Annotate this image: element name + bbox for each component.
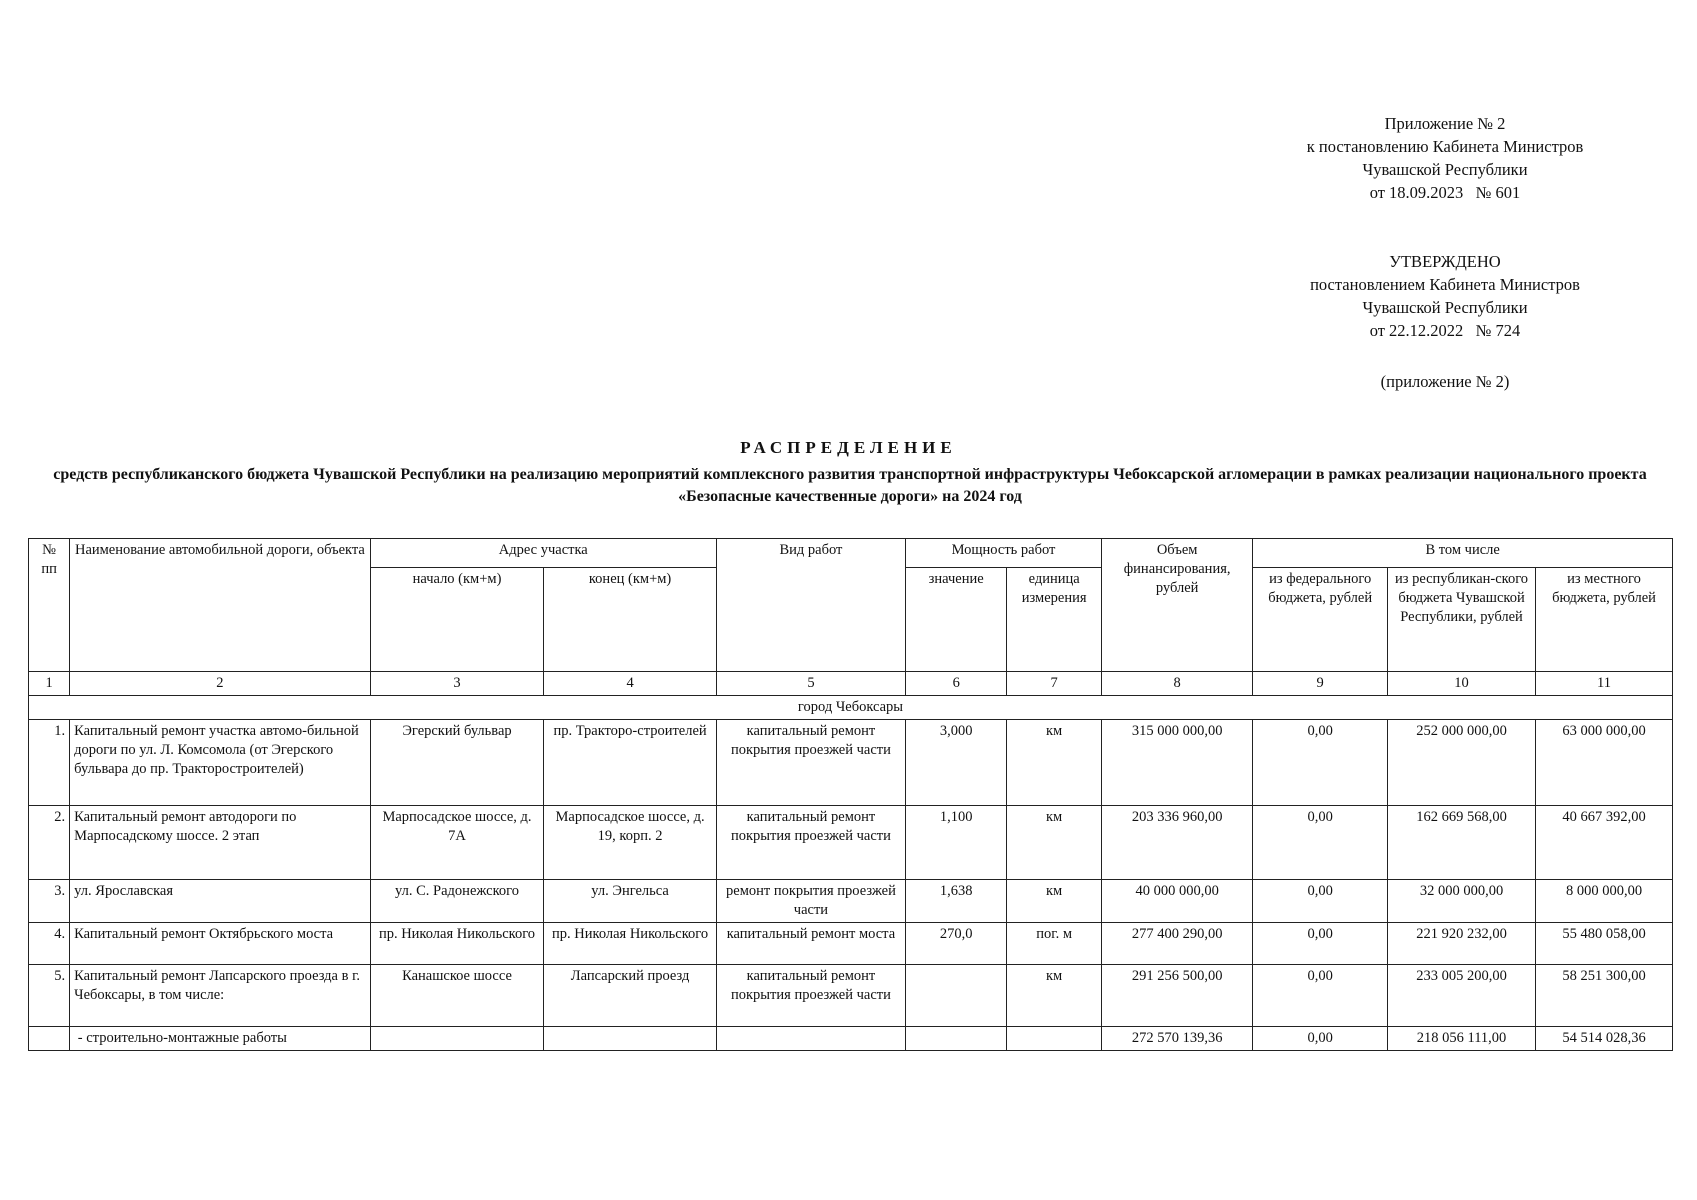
road-name: Капитальный ремонт автодороги по Марпосадскому шоссе. 2 этап: [70, 806, 371, 880]
row-number: 5.: [29, 965, 70, 1027]
federal-amount: 0,00: [1253, 720, 1388, 806]
federal-amount: 0,00: [1253, 806, 1388, 880]
header-capacity: Мощность работ: [906, 539, 1102, 568]
work-type: капитальный ремонт покрытия проезжей части: [716, 965, 905, 1027]
local-amount: 63 000 000,00: [1536, 720, 1673, 806]
capacity-value: 3,000: [906, 720, 1007, 806]
start-address: ул. С. Радонежского: [370, 880, 544, 923]
appendix-line-1: Приложение № 2: [1384, 114, 1506, 133]
work-type: капитальный ремонт моста: [716, 923, 905, 965]
end-address: [544, 1027, 717, 1051]
financing-volume: 315 000 000,00: [1101, 720, 1252, 806]
republic-amount: 32 000 000,00: [1388, 880, 1536, 923]
local-amount: 58 251 300,00: [1536, 965, 1673, 1027]
capacity-unit: км: [1007, 806, 1102, 880]
local-amount: 40 667 392,00: [1536, 806, 1673, 880]
capacity-value: [906, 965, 1007, 1027]
financing-volume: 272 570 139,36: [1101, 1027, 1252, 1051]
header-work-type: Вид работ: [716, 539, 905, 672]
start-address: [370, 1027, 544, 1051]
row-number: 4.: [29, 923, 70, 965]
row-number: 1.: [29, 720, 70, 806]
approved-line-3: Чувашской Республики: [1362, 298, 1528, 317]
republic-amount: 252 000 000,00: [1388, 720, 1536, 806]
column-number: 5: [716, 672, 905, 696]
end-address: пр. Тракторо-строителей: [544, 720, 717, 806]
capacity-value: 1,100: [906, 806, 1007, 880]
column-number: 8: [1101, 672, 1252, 696]
table-row: [29, 965, 1673, 1027]
section-row: [29, 696, 1673, 720]
appendix-line-3: Чувашской Республики: [1362, 160, 1528, 179]
appendix-line-2: к постановлению Кабинета Министров: [1306, 137, 1584, 156]
row-number: [29, 1027, 70, 1051]
column-number: 10: [1388, 672, 1536, 696]
header-republic: из республикан-ского бюджета Чувашской Республики, рублей: [1388, 568, 1536, 672]
section-title: город Чебоксары: [29, 696, 1673, 720]
column-number: 9: [1253, 672, 1388, 696]
financing-volume: 291 256 500,00: [1101, 965, 1252, 1027]
start-address: Эгерский бульвар: [370, 720, 544, 806]
capacity-unit: км: [1007, 965, 1102, 1027]
column-number: 6: [906, 672, 1007, 696]
end-address: Марпосадское шоссе, д. 19, корп. 2: [544, 806, 717, 880]
column-number: 2: [70, 672, 371, 696]
start-address: Марпосадское шоссе, д. 7А: [370, 806, 544, 880]
work-type: капитальный ремонт покрытия проезжей части: [716, 806, 905, 880]
column-number: 3: [370, 672, 544, 696]
start-address: Канашское шоссе: [370, 965, 544, 1027]
column-number: 11: [1536, 672, 1673, 696]
republic-amount: 221 920 232,00: [1388, 923, 1536, 965]
capacity-unit: [1007, 1027, 1102, 1051]
federal-amount: 0,00: [1253, 965, 1388, 1027]
approved-line-2: постановлением Кабинета Министров: [1310, 275, 1580, 294]
document-title: РАСПРЕДЕЛЕНИЕ: [740, 438, 957, 457]
capacity-unit: пог. м: [1007, 923, 1102, 965]
header-value: значение: [906, 568, 1007, 672]
appendix-note: (приложение № 2): [1380, 372, 1510, 391]
column-number: 7: [1007, 672, 1102, 696]
header-name: Наименование автомобильной дороги, объекта: [70, 539, 371, 672]
capacity-unit: км: [1007, 880, 1102, 923]
column-number: 4: [544, 672, 717, 696]
header-federal: из федерального бюджета, рублей: [1253, 568, 1388, 672]
local-amount: 8 000 000,00: [1536, 880, 1673, 923]
table-row: [29, 806, 1673, 880]
work-type: [716, 1027, 905, 1051]
end-address: пр. Николая Никольского: [544, 923, 717, 965]
work-type: капитальный ремонт покрытия проезжей части: [716, 720, 905, 806]
header-num: № пп: [29, 539, 70, 672]
federal-amount: 0,00: [1253, 923, 1388, 965]
road-name: Капитальный ремонт участка автомо-бильной дороги по ул. Л. Комсомола (от Эгерского бульвара до пр. Тракторостроителей): [70, 720, 371, 806]
start-address: пр. Николая Никольского: [370, 923, 544, 965]
column-number-row: [29, 672, 1673, 696]
local-amount: 55 480 058,00: [1536, 923, 1673, 965]
header-volume: Объем финансирования, рублей: [1101, 539, 1252, 672]
table-row: [29, 923, 1673, 965]
road-name: - строительно-монтажные работы: [70, 1027, 371, 1051]
capacity-value: 270,0: [906, 923, 1007, 965]
federal-amount: 0,00: [1253, 1027, 1388, 1051]
capacity-unit: км: [1007, 720, 1102, 806]
header-local: из местного бюджета, рублей: [1536, 568, 1673, 672]
header-end: конец (км+м): [544, 568, 717, 672]
approved-line-1: УТВЕРЖДЕНО: [1389, 252, 1501, 271]
header-address: Адрес участка: [370, 539, 716, 568]
road-name: ул. Ярославская: [70, 880, 371, 923]
financing-volume: 203 336 960,00: [1101, 806, 1252, 880]
road-name: Капитальный ремонт Октябрьского моста: [70, 923, 371, 965]
end-address: ул. Энгельса: [544, 880, 717, 923]
approved-line-4: от 22.12.2022 № 724: [1369, 321, 1521, 340]
financing-volume: 277 400 290,00: [1101, 923, 1252, 965]
table-row: [29, 880, 1673, 923]
capacity-value: 1,638: [906, 880, 1007, 923]
header-unit: единица измерения: [1007, 568, 1102, 672]
table-row: [29, 1027, 1673, 1051]
federal-amount: 0,00: [1253, 880, 1388, 923]
header-start: начало (км+м): [370, 568, 544, 672]
header-including: В том числе: [1253, 539, 1673, 568]
row-number: 2.: [29, 806, 70, 880]
approved-block: [1270, 250, 1620, 342]
republic-amount: 233 005 200,00: [1388, 965, 1536, 1027]
financing-volume: 40 000 000,00: [1101, 880, 1252, 923]
road-name: Капитальный ремонт Лапсарского проезда в г. Чебоксары, в том числе:: [70, 965, 371, 1027]
work-type: ремонт покрытия проезжей части: [716, 880, 905, 923]
appendix-line-4: от 18.09.2023 № 601: [1369, 183, 1521, 202]
table-row: [29, 720, 1673, 806]
row-number: 3.: [29, 880, 70, 923]
republic-amount: 218 056 111,00: [1388, 1027, 1536, 1051]
distribution-table: [28, 538, 1673, 1051]
column-number: 1: [29, 672, 70, 696]
republic-amount: 162 669 568,00: [1388, 806, 1536, 880]
document-subtitle: средств республиканского бюджета Чувашской Республики на реализацию мероприятий комплексного развития транспортной инфраструктуры Чебоксарской агломерации в рамках реализации национального проекта «Безопасные качественные дороги» на 2024 год: [53, 466, 1647, 505]
capacity-value: [906, 1027, 1007, 1051]
appendix-block: [1270, 112, 1620, 204]
local-amount: 54 514 028,36: [1536, 1027, 1673, 1051]
end-address: Лапсарский проезд: [544, 965, 717, 1027]
